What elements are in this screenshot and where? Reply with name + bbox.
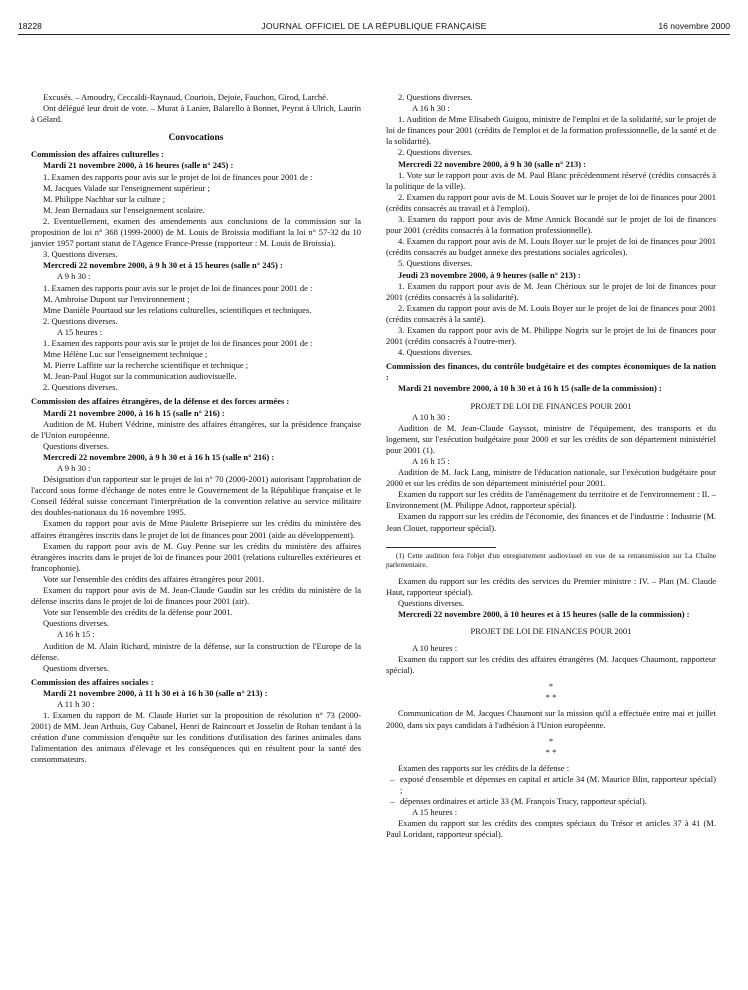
agenda-item: Désignation d'un rapporteur sur le projet de loi n° 70 (2000-2001) autorisant l'approbation de l'accord sous forme d'échange de notes entre le Gouvernement de la République française et le Conseil fédéral suisse concernant l'interprétation de la convention relative au service militaire des doubles-nationaux du 16 novembre 1995.: [31, 474, 361, 518]
time-subheading: A 15 heures :: [57, 326, 103, 337]
agenda-item: Examen du rapport sur les crédits de l'économie, des finances et de l'industrie : Industrie (M. Jean Clouet, rapporteur spécial).: [386, 511, 716, 533]
commission-title: Commission des finances, du contrôle budgétaire et des comptes économiques de la nation :: [386, 361, 716, 383]
agenda-item: 2. Examen du rapport pour avis de M. Louis Boyer sur le projet de loi de finances pour 2001 (crédits consacrés à la santé).: [386, 302, 716, 324]
agenda-item: M. Philippe Nachbar sur la culture ;: [43, 193, 166, 204]
meeting-date: Mercredi 22 novembre 2000, à 9 h 30 et à 16 h 15 (salle n° 216) :: [43, 451, 275, 462]
footnote: (1) Cette audition fera l'objet d'un enregistrement audiovisuel en vue de sa retransmission sur La Chaîne parlementaire.: [386, 551, 716, 569]
journal-title: JOURNAL OFFICIEL DE LA RÉPUBLIQUE FRANÇAISE: [261, 21, 487, 31]
agenda-item: Examen des rapports sur les crédits de la défense :: [398, 762, 570, 773]
commission-title: Commission des affaires étrangères, de la défense et des forces armées :: [31, 396, 290, 407]
agenda-item: 1. Audition de Mme Elisabeth Guigou, ministre de l'emploi et de la solidarité, sur le projet de loi de finances pour 2001 (crédits de l'emploi et de la formation professionnelle, de la santé et de la solidarité).: [386, 114, 716, 147]
agenda-item: 2. Questions diverses.: [43, 382, 118, 393]
asterism-top: *: [548, 735, 554, 746]
delegation-text: Ont délégué leur droit de vote. – Murat à Lanier, Balarello à Bonnet, Peyrat à Ulrich, Laurin à Gélard.: [31, 103, 361, 125]
meeting-date: Mercredi 22 novembre 2000, à 9 h 30 (salle n° 213) :: [398, 158, 587, 169]
agenda-item: Examen du rapport pour avis de M. Guy Penne sur les crédits du ministère des affaires étrangères inscrits dans le projet de loi de finances pour 2001 (relations culturelles extérieures et francophonie).: [31, 540, 361, 573]
agenda-item: M. Jean Bernadaux sur l'enseignement scolaire.: [43, 204, 205, 215]
list-item: – exposé d'ensemble et dépenses en capital et article 34 (M. Maurice Blin, rapporteur spécial) ;: [390, 773, 716, 795]
excuses-text: Excusés. – Amoudry, Ceccaldi-Raynaud, Courtois, Dejoie, Fauchon, Girod, Larché.: [43, 92, 329, 102]
agenda-item: Audition de M. Alain Richard, ministre de la défense, sur la construction de l'Europe de la défense.: [31, 640, 361, 662]
agenda-item: Examen du rapport pour avis de Mme Paulette Brisepierre sur les crédits du ministère des affaires étrangères inscrits dans le projet de loi de finances pour 2001 (aide au développement).: [31, 518, 361, 540]
agenda-item: Vote sur l'ensemble des crédits des affaires étrangères pour 2001.: [43, 573, 265, 584]
meeting-date: Mardi 21 novembre 2000, à 16 h 15 (salle n° 216) :: [43, 407, 225, 418]
issue-date: 16 novembre 2000: [658, 21, 730, 31]
agenda-item: 1. Examen des rapports pour avis sur le projet de loi de finances pour 2001 de :: [43, 282, 313, 293]
agenda-item: 1. Vote sur le rapport pour avis de M. Paul Blanc précédemment réservé (crédits consacrés à la politique de la ville).: [386, 169, 716, 191]
agenda-item: Vote sur l'ensemble des crédits de la défense pour 2001.: [43, 607, 233, 618]
agenda-item: Questions diverses.: [43, 618, 110, 629]
meeting-date: Mardi 21 novembre 2000, à 16 heures (salle n° 245) :: [43, 160, 234, 171]
agenda-item: Communication de M. Jacques Chaumont sur la mission qu'il a effectuée entre mai et juillet 2000, dans six pays candidats à l'adhésion à l'Union européenne.: [386, 708, 716, 730]
agenda-item: 1. Examen du rapport pour avis de M. Jean Chérioux sur le projet de loi de finances pour 2001 (crédits consacrés à la solidarité).: [386, 280, 716, 302]
agenda-item: 2. Questions diverses.: [43, 315, 118, 326]
asterism-bottom: * *: [545, 746, 557, 757]
time-subheading: A 16 h 30 :: [412, 103, 450, 114]
agenda-item: 3. Questions diverses.: [43, 249, 118, 260]
time-subheading: A 16 h 15 :: [412, 456, 450, 466]
left-column: [31, 92, 361, 766]
meeting-date: Mardi 21 novembre 2000, à 11 h 30 et à 16 h 30 (salle n° 213) :: [43, 687, 268, 698]
section-heading: PROJET DE LOI DE FINANCES POUR 2001: [470, 626, 632, 637]
list-dash: –: [390, 795, 395, 806]
agenda-item: Audition de M. Hubert Védrine, ministre des affaires étrangères, sur la présidence française de l'Union européenne.: [31, 418, 361, 440]
page-number: 18228: [18, 21, 42, 31]
agenda-item: 4. Examen du rapport pour avis de M. Louis Boyer sur le projet de loi de finances pour 2001 (crédits consacrés au budget annexe des prestations sociales agricoles).: [386, 236, 716, 258]
agenda-item: Examen du rapport pour avis de M. Jean-Claude Gaudin sur les crédits du ministère de la défense inscrits dans le projet de loi de finances pour 2001 (air).: [31, 585, 361, 607]
agenda-item: M. Ambroise Dupont sur l'environnement ;: [43, 293, 190, 304]
agenda-item: 5. Questions diverses.: [398, 258, 473, 269]
right-column: [386, 92, 716, 840]
agenda-item: 2. Eventuellement, examen des amendements aux conclusions de la commission sur la proposition de loi n° 368 (1999-2000) de M. Louis de Broissia modifiant la loi n° 57-32 du 10 janvier 1957 portant statut de l'Agence France-Presse (rapporteur : M. Louis de Broissia).: [31, 215, 361, 249]
commission-title: Commission des affaires culturelles :: [31, 149, 164, 160]
meeting-date: Mardi 21 novembre 2000, à 10 h 30 et à 16 h 15 (salle de la commission) :: [398, 383, 662, 394]
agenda-item: 1. Examen des rapports pour avis sur le projet de loi de finances pour 2001 de :: [43, 171, 313, 182]
footnote-rule: [386, 547, 496, 548]
agenda-item: 2. Questions diverses.: [398, 92, 473, 102]
time-subheading: A 9 h 30 :: [57, 463, 91, 473]
agenda-item: Audition de M. Jack Lang, ministre de l'éducation nationale, sur l'exécution budgétaire pour 2000 et sur les crédits de son département ministériel pour 2001.: [386, 467, 716, 489]
time-subheading: A 11 h 30 :: [57, 698, 95, 709]
agenda-item: Mme Danièle Pourtaud sur les relations culturelles, scientifiques et techniques.: [43, 304, 312, 315]
time-subheading: A 9 h 30 :: [57, 271, 91, 282]
agenda-item: 2. Questions diverses.: [398, 147, 473, 158]
list-dash: –: [390, 773, 395, 784]
commission-title: Commission des affaires sociales :: [31, 676, 154, 687]
agenda-item: M. Pierre Laffitte sur la recherche scientifique et technique ;: [43, 360, 249, 371]
asterism-bottom: * *: [545, 692, 557, 703]
section-heading: PROJET DE LOI DE FINANCES POUR 2001: [470, 400, 632, 411]
agenda-item: Examen du rapport sur les crédits des services du Premier ministre : IV. – Plan (M. Claude Haut, rapporteur spécial).: [386, 575, 716, 597]
agenda-item: 3. Examen du rapport pour avis de M. Philippe Nogrix sur le projet de loi de finances pour 2001 (crédits consacrés à l'outre-mer).: [386, 324, 716, 347]
agenda-item: Examen du rapport sur les crédits de l'aménagement du territoire et de l'environnement : II. – Environnement (M. Philippe Adnot, rapporteur spécial).: [386, 489, 716, 511]
agenda-item: Questions diverses.: [43, 662, 110, 673]
agenda-item: Examen du rapport sur les crédits des affaires étrangères (M. Jacques Chaumont, rapporteur spécial).: [386, 654, 716, 676]
agenda-item: Questions diverses.: [43, 440, 110, 451]
agenda-item: Audition de M. Jean-Claude Gayssot, ministre de l'équipement, des transports et du logement, sur l'exécution budgétaire pour 2000 et sur les crédits de son département ministériel pour 2001 (1).: [386, 422, 716, 455]
agenda-item: M. Jean-Paul Hugot sur la communication audiovisuelle.: [43, 371, 237, 382]
header-rule: [18, 34, 730, 35]
time-subheading: A 10 heures :: [412, 643, 458, 654]
agenda-item: 1. Examen du rapport de M. Claude Huriet sur la proposition de résolution n° 73 (2000-2001) de MM. Jean Arthuis, Guy Cabanel, Henri de Raincourt et Josselin de Rohan tendant à la création d'une commission d'enquête sur les conditions d'utilisation des farines animales dans l'alimentation des animaux d'élevage et les conséquences qui en résultent pour la santé des consommateurs.: [31, 710, 361, 765]
agenda-item: Examen du rapport sur les crédits des comptes spéciaux du Trésor et articles 37 à 41 (M. Paul Loridant, rapporteur spécial).: [386, 818, 716, 840]
page-header: [18, 21, 730, 35]
meeting-date: Mercredi 22 novembre 2000, à 9 h 30 et à 15 heures (salle n° 245) :: [43, 260, 283, 271]
time-subheading: A 15 heures :: [412, 806, 458, 817]
meeting-date: Mercredi 22 novembre 2000, à 10 heures et à 15 heures (salle de la commission) :: [398, 608, 690, 619]
agenda-item: 3. Examen du rapport pour avis de Mme Annick Bocandé sur le projet de loi de finances pour 2001 (crédits consacrés à la formation professionnelle).: [386, 214, 716, 236]
agenda-item: 1. Examen des rapports pour avis sur le projet de loi de finances pour 2001 de :: [43, 337, 313, 348]
asterism-top: *: [548, 681, 554, 692]
convocations-title: Convocations: [168, 133, 224, 144]
agenda-item: Questions diverses.: [398, 597, 465, 608]
time-subheading: A 10 h 30 :: [412, 411, 450, 422]
agenda-item: Mme Hélène Luc sur l'enseignement technique ;: [43, 349, 208, 360]
time-subheading: A 16 h 15 :: [57, 629, 95, 640]
list-item: – dépenses ordinaires et article 33 (M. François Trucy, rapporteur spécial).: [390, 795, 647, 806]
agenda-item: 2. Examen du rapport pour avis de M. Louis Souvet sur le projet de loi de finances pour 2001 (crédits consacrés au travail et à l'emploi).: [386, 191, 716, 213]
agenda-item: 4. Questions diverses.: [398, 347, 473, 358]
meeting-date: Jeudi 23 novembre 2000, à 9 heures (salle n° 213) :: [398, 269, 581, 280]
agenda-item: M. Jacques Valade sur l'enseignement supérieur ;: [43, 182, 210, 193]
